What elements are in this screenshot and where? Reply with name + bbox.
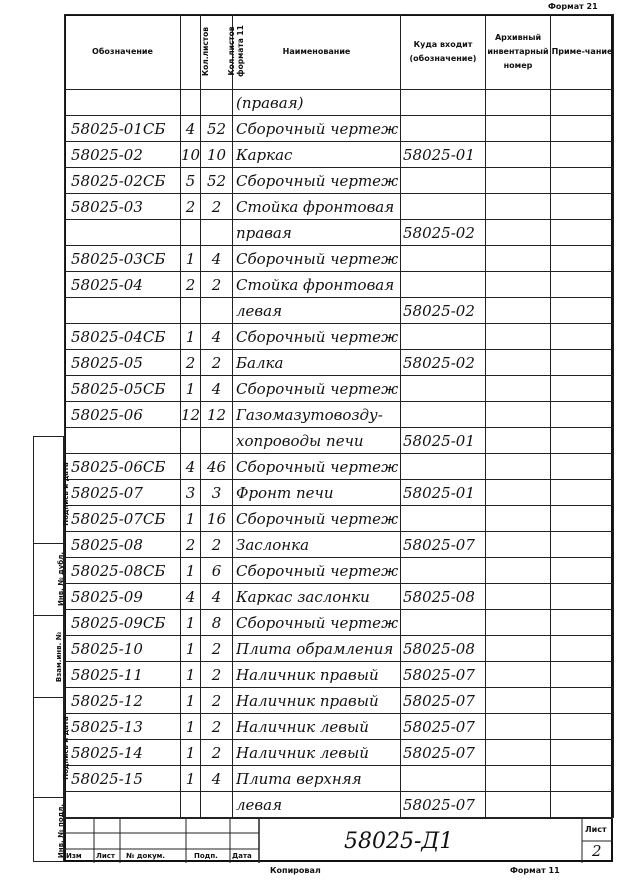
table-row — [65, 350, 614, 376]
row-sheets-format: 6 — [201, 558, 233, 584]
row-designation: 58025-01СБ — [65, 116, 181, 142]
row-note — [551, 584, 614, 610]
row-name: Сборочный чертеж — [233, 454, 401, 480]
sidebar-inv-dubl: Инв. № дубл. — [56, 552, 65, 606]
row-name: Каркас заслонки — [233, 584, 401, 610]
table-row — [65, 376, 614, 402]
row-archive — [486, 688, 551, 714]
sheet-number: 2 — [592, 842, 602, 860]
row-note — [551, 688, 614, 714]
row-name: Плита верхняя — [233, 766, 401, 792]
row-note — [551, 480, 614, 506]
row-sheets-format: 2 — [201, 662, 233, 688]
row-note — [551, 766, 614, 792]
row-note — [551, 194, 614, 220]
row-sheets: 1 — [181, 558, 201, 584]
row-archive — [486, 90, 551, 116]
row-note — [551, 402, 614, 428]
row-sheets-format: 2 — [201, 636, 233, 662]
row-sheets-format: 2 — [201, 194, 233, 220]
row-name: Каркас — [233, 142, 401, 168]
row-where-used: 58025-07 — [401, 662, 486, 688]
row-designation: 58025-06СБ — [65, 454, 181, 480]
left-sidebar — [33, 436, 70, 862]
row-name: Сборочный чертеж — [233, 558, 401, 584]
row-designation: 58025-11 — [65, 662, 181, 688]
row-note — [551, 324, 614, 350]
header-sheets-format: Кол.листов формата 11 — [201, 15, 233, 90]
row-sheets-format: 2 — [201, 740, 233, 766]
table-row — [65, 480, 614, 506]
row-archive — [486, 298, 551, 324]
row-sheets-format — [201, 792, 233, 818]
table-row — [65, 220, 614, 246]
sidebar-vzam-inv: Взам.инв. № — [55, 631, 64, 683]
table-row — [65, 662, 614, 688]
row-sheets: 1 — [181, 766, 201, 792]
row-note — [551, 376, 614, 402]
row-where-used — [401, 558, 486, 584]
row-archive — [486, 454, 551, 480]
row-archive — [486, 636, 551, 662]
row-where-used: 58025-08 — [401, 636, 486, 662]
row-where-used — [401, 324, 486, 350]
row-sheets-format: 46 — [201, 454, 233, 480]
row-archive — [486, 350, 551, 376]
table-row — [65, 194, 614, 220]
doc-number: 58025-Д1 — [344, 829, 454, 854]
header-archive: Архивный инвентарный номер — [486, 15, 551, 90]
table-row — [65, 506, 614, 532]
row-note — [551, 246, 614, 272]
row-note — [551, 350, 614, 376]
row-sheets-format: 2 — [201, 272, 233, 298]
table-row — [65, 532, 614, 558]
table-row — [65, 792, 614, 818]
format-top-label: Формат 21 — [548, 2, 598, 11]
row-note — [551, 220, 614, 246]
row-where-used: 58025-01 — [401, 142, 486, 168]
row-archive — [486, 324, 551, 350]
table-row — [65, 142, 614, 168]
header-row — [65, 15, 614, 90]
tb-col-date: Дата — [232, 852, 252, 860]
row-where-used — [401, 90, 486, 116]
row-name: Газомазутовозду- — [233, 402, 401, 428]
row-archive — [486, 142, 551, 168]
row-sheets-format: 52 — [201, 168, 233, 194]
row-archive — [486, 766, 551, 792]
row-designation: 58025-03 — [65, 194, 181, 220]
table-row — [65, 584, 614, 610]
row-designation — [65, 792, 181, 818]
row-note — [551, 90, 614, 116]
row-sheets-format: 16 — [201, 506, 233, 532]
row-where-used: 58025-07 — [401, 792, 486, 818]
header-designation: Обозначение — [65, 15, 181, 90]
row-designation — [65, 428, 181, 454]
row-designation — [65, 90, 181, 116]
row-name: Наличник правый — [233, 688, 401, 714]
row-where-used: 58025-01 — [401, 428, 486, 454]
table-row — [65, 324, 614, 350]
row-designation: 58025-06 — [65, 402, 181, 428]
row-where-used — [401, 454, 486, 480]
row-name: Сборочный чертеж — [233, 168, 401, 194]
row-name: Стойка фронтовая — [233, 272, 401, 298]
row-archive — [486, 584, 551, 610]
row-designation: 58025-09СБ — [65, 610, 181, 636]
table-row — [65, 740, 614, 766]
row-sheets: 1 — [181, 324, 201, 350]
row-archive — [486, 506, 551, 532]
row-name: Сборочный чертеж — [233, 610, 401, 636]
row-name: Наличник левый — [233, 740, 401, 766]
row-name: хопроводы печи — [233, 428, 401, 454]
table-row — [65, 428, 614, 454]
row-sheets: 1 — [181, 506, 201, 532]
row-sheets-format: 4 — [201, 584, 233, 610]
row-where-used — [401, 272, 486, 298]
row-designation: 58025-12 — [65, 688, 181, 714]
table-row — [65, 272, 614, 298]
row-note — [551, 610, 614, 636]
row-where-used — [401, 766, 486, 792]
table-row — [65, 402, 614, 428]
header-sheets: Кол.листов — [181, 15, 201, 90]
row-designation: 58025-09 — [65, 584, 181, 610]
tb-col-izm: Изм — [66, 852, 82, 860]
sidebar-sign-date-1: Подпись и дата — [61, 462, 70, 526]
copied-label: Копировал — [270, 866, 321, 875]
row-archive — [486, 376, 551, 402]
row-archive — [486, 428, 551, 454]
table-row — [65, 558, 614, 584]
row-sheets — [181, 298, 201, 324]
table-row — [65, 610, 614, 636]
row-where-used — [401, 194, 486, 220]
row-where-used — [401, 246, 486, 272]
table-row — [65, 168, 614, 194]
row-sheets-format: 2 — [201, 532, 233, 558]
row-sheets — [181, 428, 201, 454]
row-name: Сборочный чертеж — [233, 246, 401, 272]
row-sheets: 1 — [181, 714, 201, 740]
table-row — [65, 298, 614, 324]
row-archive — [486, 272, 551, 298]
table-row — [65, 688, 614, 714]
row-archive — [486, 792, 551, 818]
row-designation: 58025-07 — [65, 480, 181, 506]
row-sheets: 4 — [181, 584, 201, 610]
sidebar-inv-podl: Инв. № подл. — [57, 803, 66, 859]
row-name: Фронт печи — [233, 480, 401, 506]
row-name: Заслонка — [233, 532, 401, 558]
row-name: Сборочный чертеж — [233, 376, 401, 402]
row-sheets: 3 — [181, 480, 201, 506]
row-archive — [486, 740, 551, 766]
row-archive — [486, 116, 551, 142]
row-name: Стойка фронтовая — [233, 194, 401, 220]
row-sheets-format: 4 — [201, 376, 233, 402]
row-sheets-format — [201, 90, 233, 116]
row-sheets — [181, 220, 201, 246]
sidebar-sign-date-2: Подпись и дата — [61, 716, 70, 780]
row-sheets-format: 2 — [201, 714, 233, 740]
row-sheets-format — [201, 428, 233, 454]
row-note — [551, 558, 614, 584]
row-designation: 58025-07СБ — [65, 506, 181, 532]
row-where-used: 58025-02 — [401, 298, 486, 324]
row-sheets-format — [201, 220, 233, 246]
row-name: правая — [233, 220, 401, 246]
header-note: Приме-чание — [551, 15, 614, 90]
row-note — [551, 740, 614, 766]
row-name: левая — [233, 792, 401, 818]
row-sheets: 2 — [181, 532, 201, 558]
row-where-used — [401, 116, 486, 142]
row-designation: 58025-02СБ — [65, 168, 181, 194]
tb-col-doc: № докум. — [126, 852, 166, 860]
row-note — [551, 168, 614, 194]
title-block — [64, 818, 613, 863]
row-designation: 58025-08 — [65, 532, 181, 558]
row-note — [551, 636, 614, 662]
row-where-used — [401, 610, 486, 636]
row-designation: 58025-08СБ — [65, 558, 181, 584]
row-sheets-format — [201, 298, 233, 324]
row-where-used — [401, 168, 486, 194]
row-sheets-format: 52 — [201, 116, 233, 142]
tb-col-list: Лист — [96, 852, 115, 860]
row-sheets: 1 — [181, 610, 201, 636]
table-row — [65, 116, 614, 142]
table-row — [65, 636, 614, 662]
row-sheets-format: 8 — [201, 610, 233, 636]
row-designation: 58025-10 — [65, 636, 181, 662]
row-sheets: 5 — [181, 168, 201, 194]
row-name: Наличник левый — [233, 714, 401, 740]
row-where-used — [401, 402, 486, 428]
row-name: Сборочный чертеж — [233, 506, 401, 532]
table-row — [65, 766, 614, 792]
row-where-used: 58025-07 — [401, 714, 486, 740]
row-note — [551, 454, 614, 480]
row-sheets-format: 2 — [201, 688, 233, 714]
row-designation: 58025-05СБ — [65, 376, 181, 402]
row-designation: 58025-14 — [65, 740, 181, 766]
table-row — [65, 454, 614, 480]
row-sheets-format: 3 — [201, 480, 233, 506]
row-where-used: 58025-01 — [401, 480, 486, 506]
row-note — [551, 428, 614, 454]
row-sheets: 2 — [181, 194, 201, 220]
row-name: левая — [233, 298, 401, 324]
row-archive — [486, 402, 551, 428]
row-where-used — [401, 506, 486, 532]
row-sheets: 1 — [181, 376, 201, 402]
row-designation: 58025-05 — [65, 350, 181, 376]
row-sheets — [181, 90, 201, 116]
row-archive — [486, 168, 551, 194]
sheet-label: Лист — [585, 825, 607, 834]
row-sheets-format: 10 — [201, 142, 233, 168]
table-row — [65, 90, 614, 116]
spec-table — [64, 14, 614, 818]
row-designation: 58025-03СБ — [65, 246, 181, 272]
row-archive — [486, 194, 551, 220]
row-note — [551, 272, 614, 298]
row-sheets: 1 — [181, 636, 201, 662]
row-sheets-format: 4 — [201, 324, 233, 350]
row-where-used: 58025-07 — [401, 532, 486, 558]
row-designation — [65, 298, 181, 324]
row-designation: 58025-15 — [65, 766, 181, 792]
row-note — [551, 116, 614, 142]
format-label: Формат 11 — [510, 866, 560, 875]
row-sheets: 1 — [181, 662, 201, 688]
row-where-used: 58025-02 — [401, 220, 486, 246]
row-sheets-format: 4 — [201, 766, 233, 792]
header-where-used: Куда входит (обозначение) — [401, 15, 486, 90]
row-sheets-format: 12 — [201, 402, 233, 428]
row-sheets: 2 — [181, 272, 201, 298]
row-name: (правая) — [233, 90, 401, 116]
row-sheets: 4 — [181, 116, 201, 142]
row-name: Сборочный чертеж — [233, 116, 401, 142]
row-sheets-format: 4 — [201, 246, 233, 272]
row-archive — [486, 662, 551, 688]
row-archive — [486, 480, 551, 506]
row-note — [551, 714, 614, 740]
row-designation: 58025-13 — [65, 714, 181, 740]
row-sheets — [181, 792, 201, 818]
tb-col-podp: Подп. — [194, 852, 218, 860]
table-row — [65, 714, 614, 740]
row-archive — [486, 714, 551, 740]
row-where-used: 58025-07 — [401, 688, 486, 714]
row-sheets: 10 — [181, 142, 201, 168]
row-sheets: 2 — [181, 350, 201, 376]
row-where-used: 58025-08 — [401, 584, 486, 610]
row-where-used: 58025-07 — [401, 740, 486, 766]
header-name: Наименование — [233, 15, 401, 90]
row-sheets: 12 — [181, 402, 201, 428]
row-sheets: 1 — [181, 740, 201, 766]
row-sheets: 1 — [181, 246, 201, 272]
row-note — [551, 532, 614, 558]
row-designation: 58025-04 — [65, 272, 181, 298]
row-name: Сборочный чертеж — [233, 324, 401, 350]
row-archive — [486, 246, 551, 272]
row-note — [551, 792, 614, 818]
row-archive — [486, 220, 551, 246]
row-where-used — [401, 376, 486, 402]
row-designation: 58025-02 — [65, 142, 181, 168]
row-archive — [486, 610, 551, 636]
row-note — [551, 142, 614, 168]
row-note — [551, 506, 614, 532]
row-designation: 58025-04СБ — [65, 324, 181, 350]
row-archive — [486, 558, 551, 584]
row-sheets: 4 — [181, 454, 201, 480]
table-row — [65, 246, 614, 272]
row-note — [551, 662, 614, 688]
row-where-used: 58025-02 — [401, 350, 486, 376]
row-designation — [65, 220, 181, 246]
row-sheets-format: 2 — [201, 350, 233, 376]
row-name: Балка — [233, 350, 401, 376]
row-name: Наличник правый — [233, 662, 401, 688]
row-sheets: 1 — [181, 688, 201, 714]
row-note — [551, 298, 614, 324]
row-archive — [486, 532, 551, 558]
row-name: Плита обрамления — [233, 636, 401, 662]
